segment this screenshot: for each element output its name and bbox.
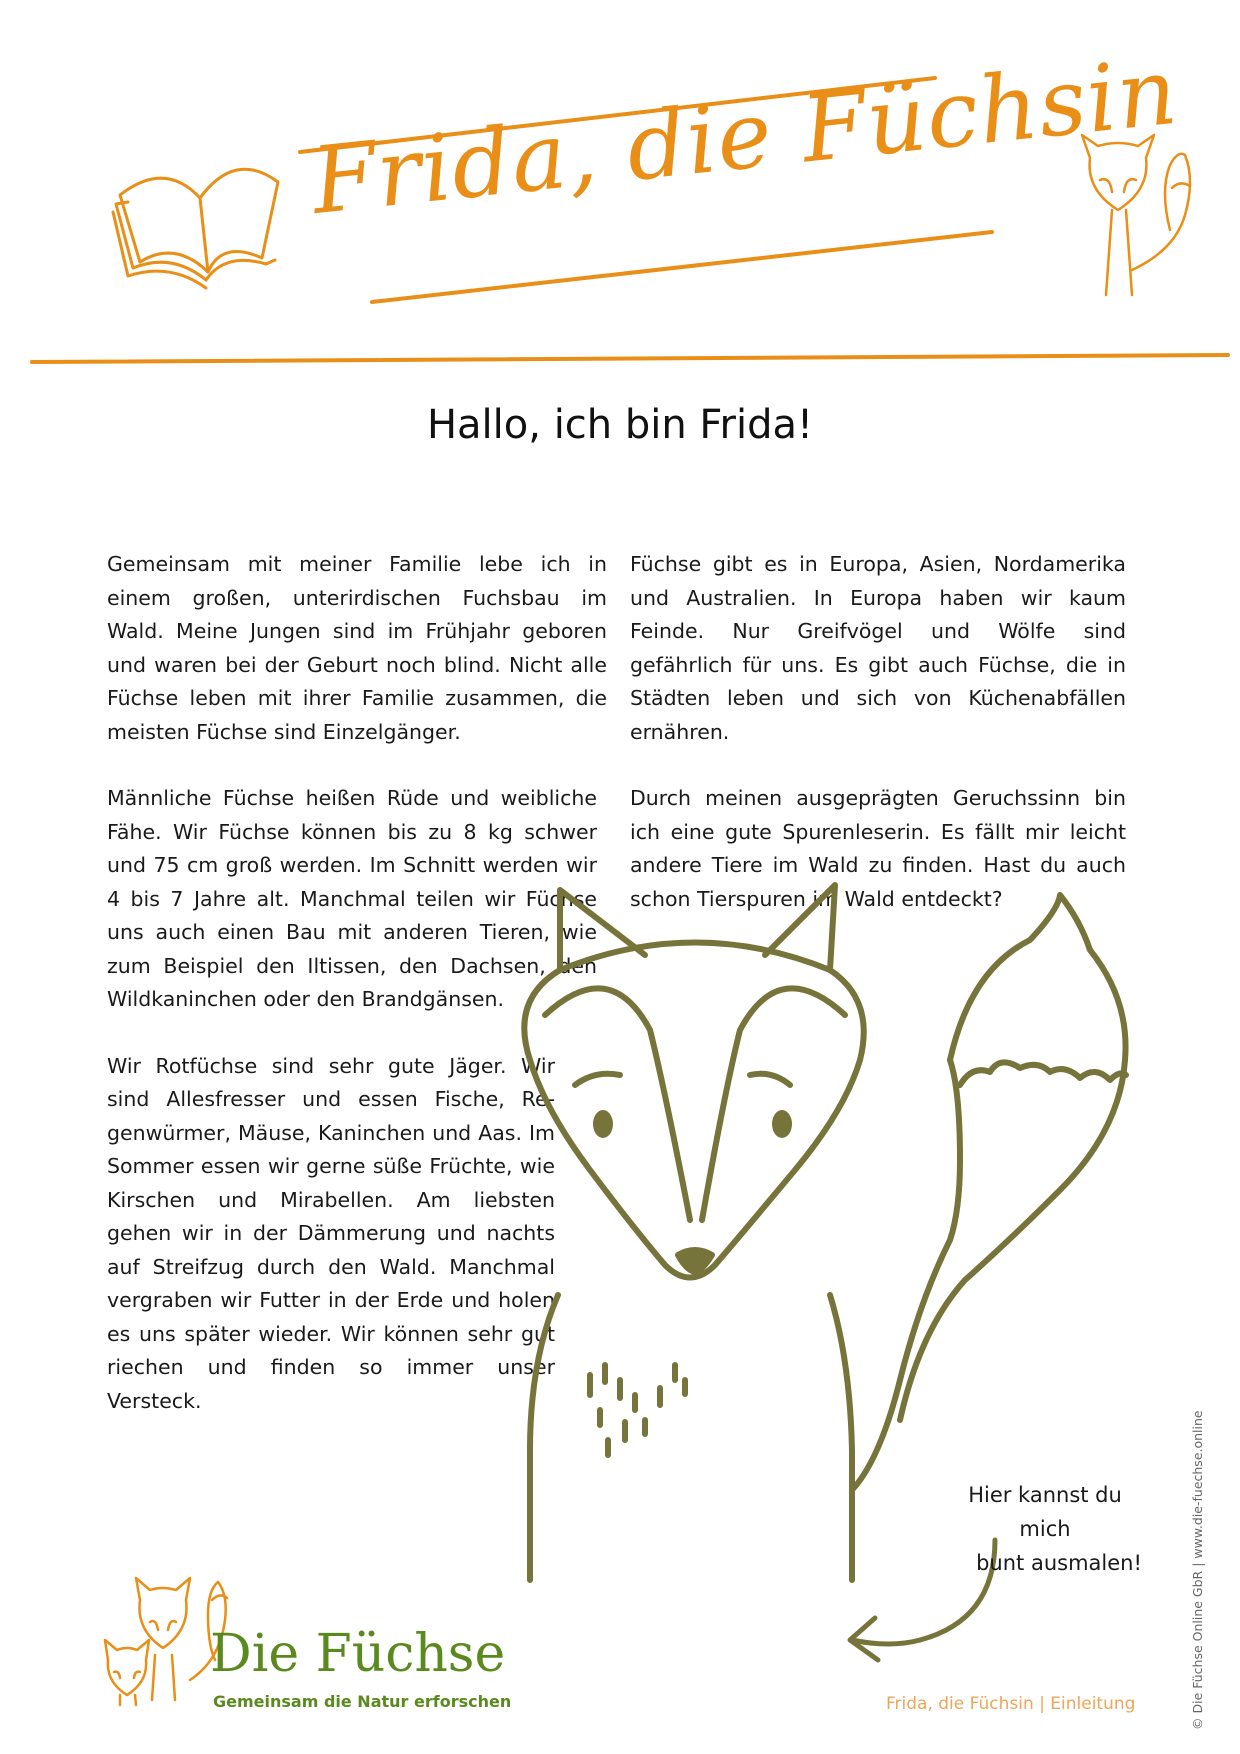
paragraph: Wir Rotfüchse sind sehr gute Jäger. Wir sind Allesfresser und essen Fische, Regenwürmer, Mäuse, Kaninchen und Aas. Im Sommer essen wir gerne süße Früchte, wie Kirschen und Mirabellen. Am liebsten gehen wir in der Dämmerung und nachts auf Streifzug durch den Wald. Manchmal vergraben wir Futter in der Erde und holen es uns später wieder. Wir können sehr gut riechen und finden so immer unser Versteck.	[107, 1053, 555, 1413]
copyright-notice: © Die Füchse Online GbR | www.die-fuechse.online	[1190, 1410, 1205, 1730]
title-bottom-line	[372, 232, 992, 302]
page-title: Frida, die Füchsin	[306, 37, 1183, 235]
coloring-hint	[940, 1478, 1150, 1580]
coloring-hint-line: Hier kannst du mich	[968, 1483, 1122, 1541]
left-eye	[593, 1110, 613, 1138]
header-separator	[32, 355, 1228, 362]
book-icon	[113, 169, 278, 288]
paragraph: Gemeinsam mit meiner Familie lebe ich in einem großen, unterirdischen Fuchsbau im Wald. Meine Jungen sind im Frühjahr geboren und waren bei der Geburt noch blind. Nicht alle Füchse leben mit ihrer Familie zusammen, die meisten Füchse sind Einzelgänger.	[107, 552, 607, 744]
footer-reference: Frida, die Füchsin | Einleitung	[886, 1694, 1136, 1714]
greeting-heading: Hallo, ich bin Frida!	[426, 402, 814, 448]
logo-name: Die Füchse	[210, 1624, 506, 1684]
paragraph: Füchse gibt es in Europa, Asien, Nordamerika und Australien. In Europa haben wir kaum Feinde. Nur Greifvögel und Wölfe sind gefährlich für uns. Es gibt auch Füchse, die in Städten leben und sich von Küchenabfällen ernähren.	[630, 552, 1126, 744]
small-fox-icon	[1082, 135, 1190, 295]
logo-slogan: Gemeinsam die Natur erforschen	[213, 1692, 512, 1711]
coloring-hint-line: bunt ausmalen!	[976, 1551, 1142, 1575]
paragraph: Durch meinen ausgeprägten Geruchssinn bin ich eine gute Spurenleserin. Es fällt mir leicht andere Tiere im Wald zu finden. Hast du auch schon Tierspuren im Wald entdeckt?	[630, 786, 1126, 911]
paragraph: Männliche Füchse heißen Rüde und weibliche Fähe. Wir Füchse können bis zu 8 kg schwer und 75 cm groß werden. Im Schnitt werden wir 4 bis 7 Jahre alt. Manchmal teilen wir Füchse uns auch einen Bau mit anderen Tieren, wie zum Beispiel den Iltissen, den Dachsen, den Wildkaninchen oder den Brandgänsen.	[107, 786, 597, 1011]
right-eye	[772, 1110, 792, 1138]
